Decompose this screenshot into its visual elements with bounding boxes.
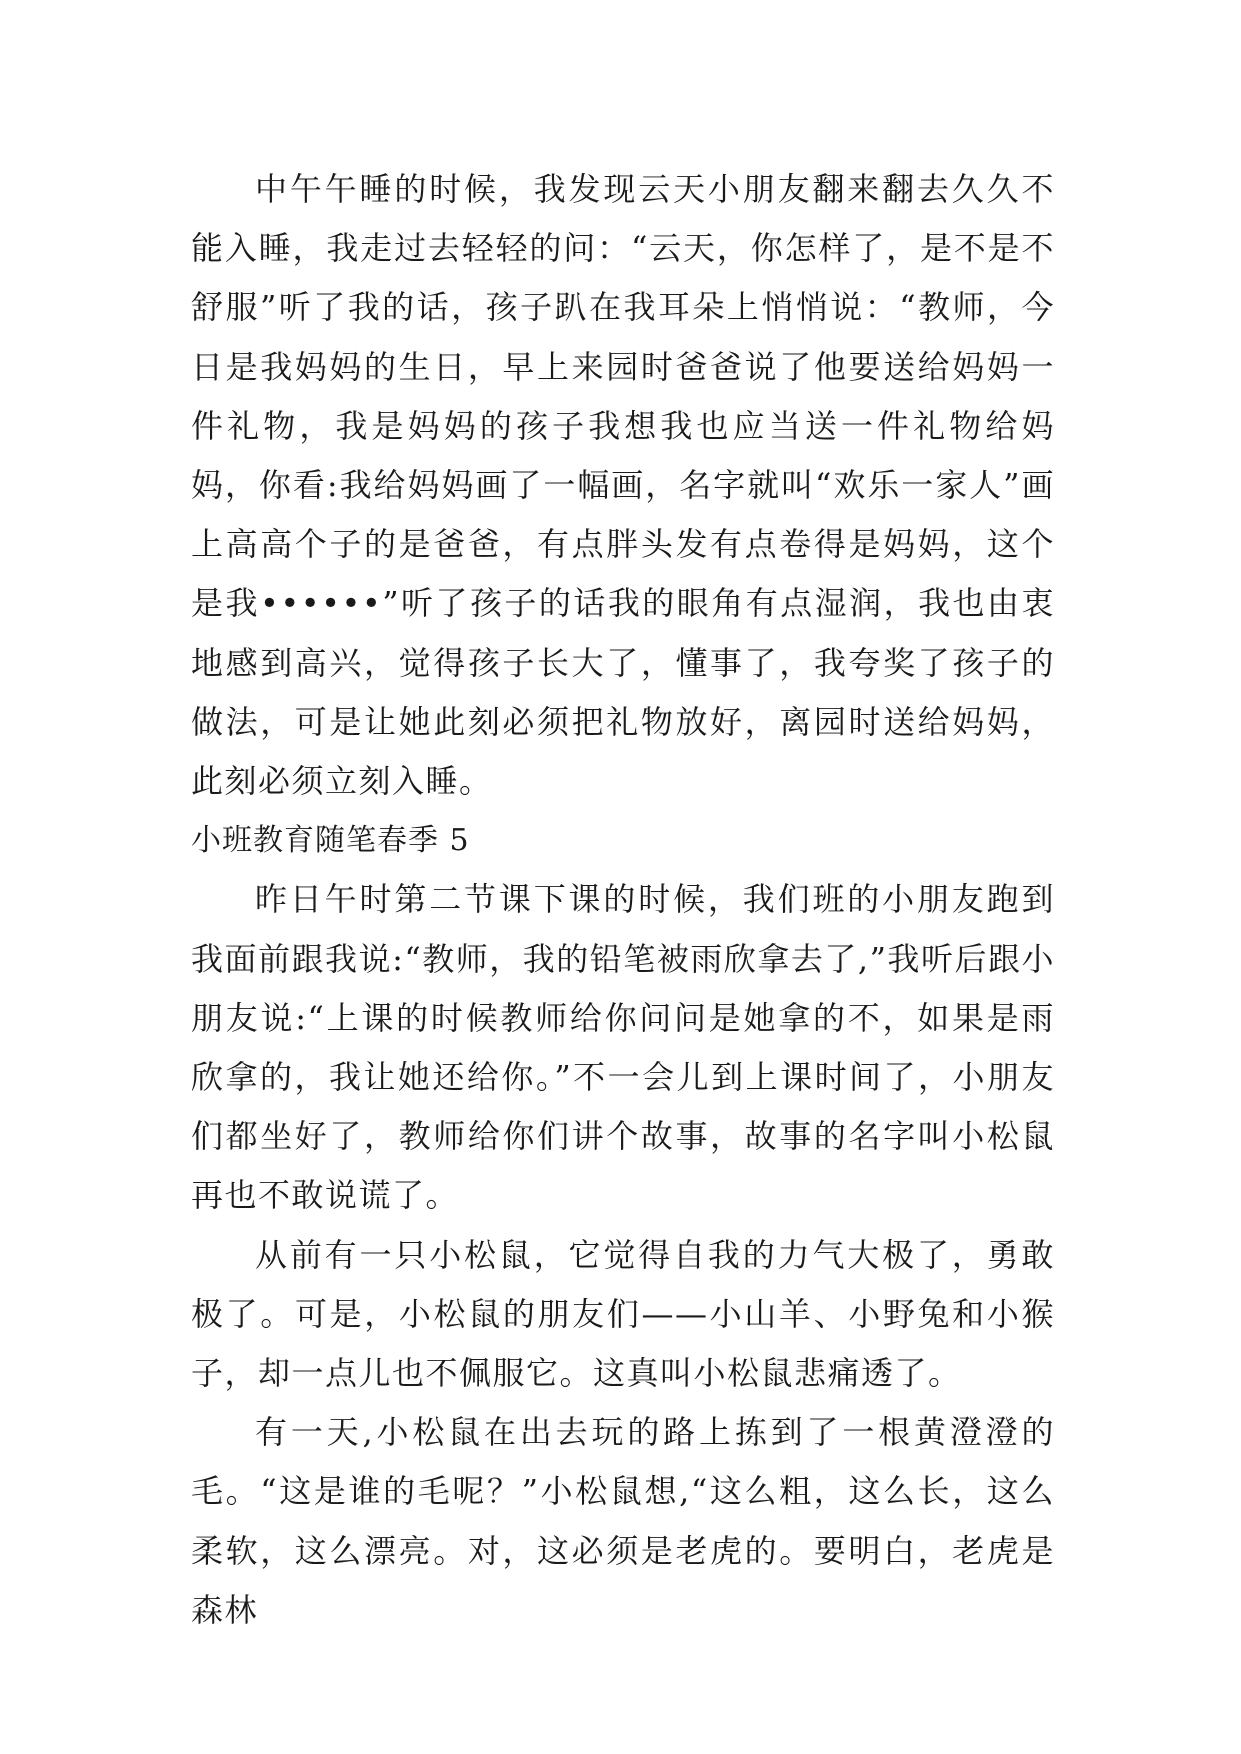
section-heading: 小班教育随笔春季 5 [191, 823, 470, 859]
paragraph-nap-story: 中午午睡的时候，我发现云天小朋友翻来翻去久久不能入睡，我走过去轻轻的问：“云天，你怎样了，是不是不舒服”听了我的话，孩子趴在我耳朵上悄悄说：“教师，今日是我妈妈的生日，早上来园时爸爸说了他要送给妈妈一件礼物，我是妈妈的孩子我想我也应当送一件礼物给妈妈，你看:我给妈妈画了一幅画，名字就叫“欢乐一家人”画上高高个子的是爸爸，有点胖头发有点卷得是妈妈，这个是我••••••”听了孩子的话我的眼角有点湿润，我也由衷地感到高兴，觉得孩子长大了，懂事了，我夸奖了孩子的做法，可是让她此刻必须把礼物放好，离园时送给妈妈，此刻必须立刻入睡。 [191, 170, 1055, 801]
paragraph-pencil-story: 昨日午时第二节课下课的时候，我们班的小朋友跑到我面前跟我说:“教师，我的铅笔被雨欣拿去了,”我听后跟小朋友说:“上课的时候教师给你问问是她拿的不，如果是雨欣拿的，我让她还给你。”不一会儿到上课时间了，小朋友们都坐好了，教师给你们讲个故事，故事的名字叫小松鼠再也不敢说谎了。 [191, 880, 1055, 1215]
paragraph-squirrel-fur: 有一天,小松鼠在出去玩的路上拣到了一根黄澄澄的毛。“这是谁的毛呢？”小松鼠想,“这么粗，这么长，这么柔软，这么漂亮。对，这必须是老虎的。要明白，老虎是森林 [191, 1413, 1055, 1629]
document-body [191, 160, 1055, 1640]
paragraph-squirrel-intro: 从前有一只小松鼠，它觉得自我的力气大极了，勇敢极了。可是，小松鼠的朋友们——小山羊、小野兔和小猴子，却一点儿也不佩服它。这真叫小松鼠悲痛透了。 [191, 1235, 1055, 1393]
